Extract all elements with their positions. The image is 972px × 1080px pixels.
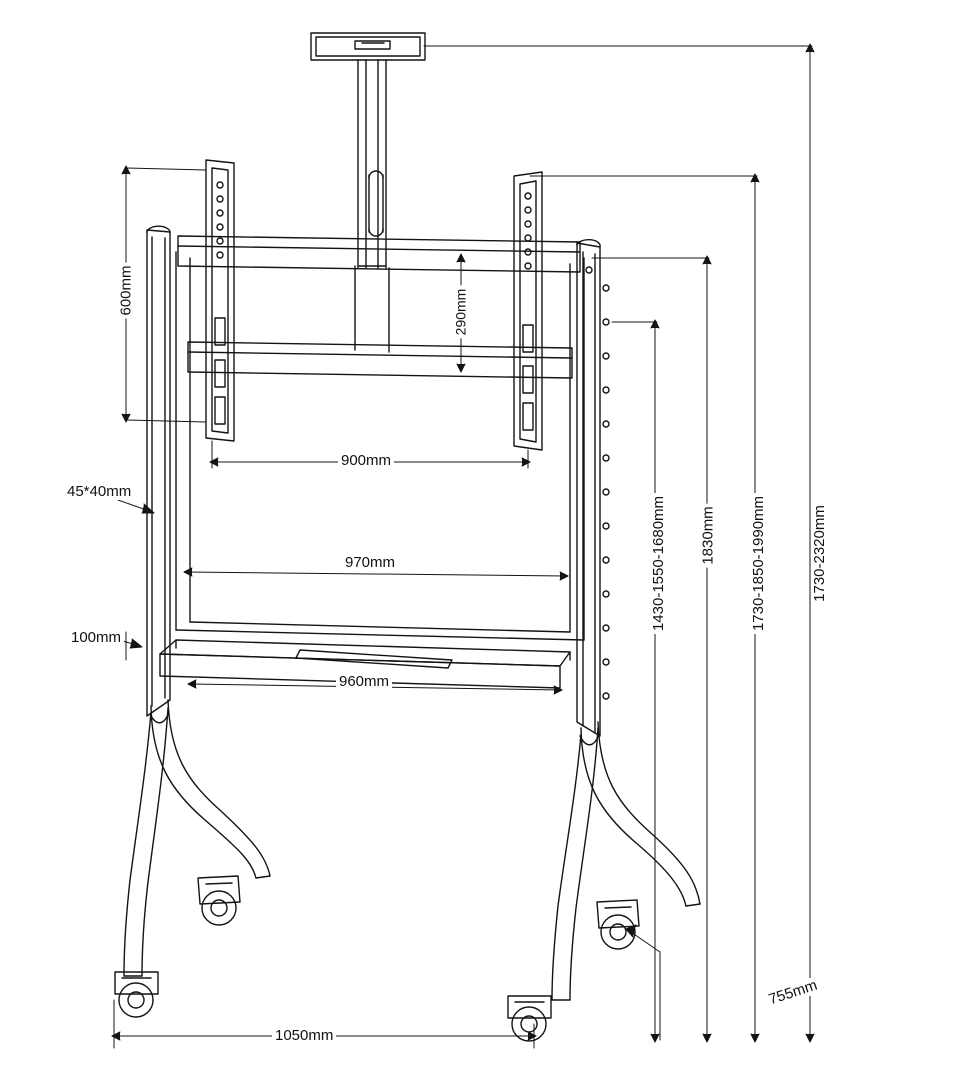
caster-front-left: [115, 972, 158, 1017]
caster-rear-left: [198, 876, 240, 925]
dimension-label-45x40: 45*40mm: [64, 483, 134, 500]
dimension-label-970: 970mm: [342, 554, 398, 571]
ext-600-top: [126, 168, 206, 170]
dimension-label-900: 900mm: [338, 452, 394, 469]
dimension-label-1730-1850-1990: 1730-1850-1990mm: [750, 493, 767, 634]
center-pole: [358, 60, 386, 268]
ext-600-bottom: [126, 420, 206, 422]
mount-rail-left: [206, 160, 234, 441]
right-leg: [552, 722, 700, 1000]
dimension-label-1430-1550-1680: 1430-1550-1680mm: [650, 493, 667, 634]
mount-rail-right: [514, 172, 542, 450]
dimension-label-960: 960mm: [336, 673, 392, 690]
dimension-label-290: 290mm: [452, 286, 468, 339]
dimension-label-600: 600mm: [118, 262, 135, 318]
display-panel-outline: [176, 252, 584, 640]
dimension-label-1730-2320: 1730-2320mm: [811, 502, 828, 605]
dim-970-line: [186, 572, 566, 576]
caster-rear-right: [597, 900, 639, 949]
dimension-label-1830: 1830mm: [700, 503, 717, 567]
left-upright: [147, 226, 170, 716]
left-leg: [124, 700, 270, 976]
dimension-label-755: 755mm: [764, 976, 823, 1009]
dimension-label-1050: 1050mm: [272, 1027, 336, 1044]
dimension-label-100: 100mm: [68, 629, 124, 646]
top-plate: [311, 33, 425, 60]
right-upright: [577, 240, 609, 736]
